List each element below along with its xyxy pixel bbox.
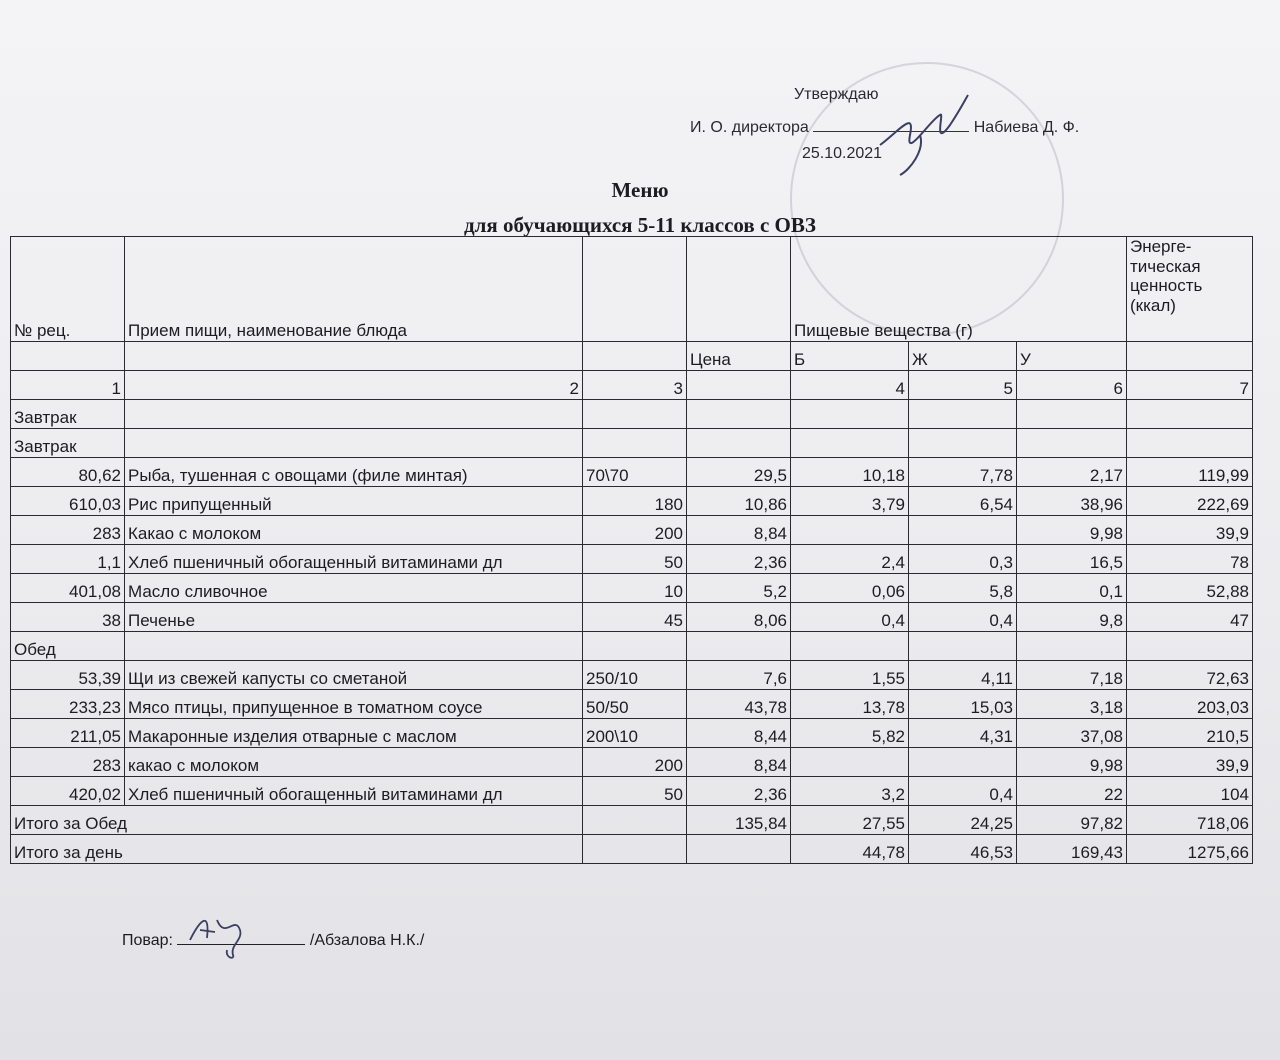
portion: 200	[583, 748, 687, 777]
price: 8,84	[687, 748, 791, 777]
energy: 78	[1127, 545, 1253, 574]
page-subtitle: для обучающихся 5-11 классов с ОВЗ	[464, 213, 816, 237]
total-day-row	[11, 835, 1253, 864]
dish-name: Какао с молоком	[125, 516, 583, 545]
recipe-number: 420,02	[11, 777, 125, 806]
zh-header: Ж	[909, 342, 1017, 371]
total-zh: 24,25	[909, 806, 1017, 835]
recipe-number: 1,1	[11, 545, 125, 574]
price: 2,36	[687, 777, 791, 806]
carbs: 9,8	[1017, 603, 1127, 632]
menu-item-row	[11, 574, 1253, 603]
total-lunch-row	[11, 806, 1253, 835]
dish-name: какао с молоком	[125, 748, 583, 777]
energy: 39,9	[1127, 516, 1253, 545]
dish-name: Рис припущенный	[125, 487, 583, 516]
subheader-row	[11, 342, 1253, 371]
page-title: Меню	[611, 178, 669, 202]
portion: 50/50	[583, 690, 687, 719]
energy: 203,03	[1127, 690, 1253, 719]
menu-item-row	[11, 458, 1253, 487]
menu-item-row	[11, 748, 1253, 777]
total-kcal: 1275,66	[1127, 835, 1253, 864]
fat: 5,8	[909, 574, 1017, 603]
carbs: 0,1	[1017, 574, 1127, 603]
menu-item-row	[11, 777, 1253, 806]
price: 8,84	[687, 516, 791, 545]
protein: 10,18	[791, 458, 909, 487]
recipe-number: 283	[11, 516, 125, 545]
total-label: Итого за день	[11, 835, 583, 864]
section-row	[11, 632, 1253, 661]
dish-name: Печенье	[125, 603, 583, 632]
cook-signature	[185, 910, 255, 960]
u-header: У	[1017, 342, 1127, 371]
dish-name: Рыба, тушенная с овощами (филе минтая)	[125, 458, 583, 487]
protein: 13,78	[791, 690, 909, 719]
fat: 7,78	[909, 458, 1017, 487]
fat: 0,4	[909, 777, 1017, 806]
fat: 0,4	[909, 603, 1017, 632]
section-row	[11, 429, 1253, 458]
nutrients-header: Пищевые вещества (г)	[791, 237, 1127, 342]
recipe-number: 401,08	[11, 574, 125, 603]
total-zh: 46,53	[909, 835, 1017, 864]
recipe-number: 283	[11, 748, 125, 777]
director-role: И. О. директора Набиева Д. Ф.	[690, 119, 1080, 136]
cook-name: /Абзалова Н.К./	[309, 932, 425, 949]
total-b: 44,78	[791, 835, 909, 864]
energy-header: Энерге-тическая ценность (ккал)	[1127, 237, 1253, 342]
protein: 0,06	[791, 574, 909, 603]
fat	[909, 516, 1017, 545]
recipe-number: 610,03	[11, 487, 125, 516]
portion: 10	[583, 574, 687, 603]
director-signature	[870, 90, 980, 180]
fat: 4,11	[909, 661, 1017, 690]
protein: 5,82	[791, 719, 909, 748]
portion: 200	[583, 516, 687, 545]
section-row	[11, 400, 1253, 429]
portion: 45	[583, 603, 687, 632]
price: 10,86	[687, 487, 791, 516]
fat: 6,54	[909, 487, 1017, 516]
portion: 70\70	[583, 458, 687, 487]
lunch-rows	[11, 661, 1253, 806]
carbs: 16,5	[1017, 545, 1127, 574]
carbs: 7,18	[1017, 661, 1127, 690]
dish-name: Щи из свежей капусты со сметаной	[125, 661, 583, 690]
menu-item-row	[11, 487, 1253, 516]
energy: 39,9	[1127, 748, 1253, 777]
portion: 200\10	[583, 719, 687, 748]
recipe-number: 233,23	[11, 690, 125, 719]
energy: 52,88	[1127, 574, 1253, 603]
price-header: Цена	[687, 342, 791, 371]
energy: 47	[1127, 603, 1253, 632]
protein	[791, 748, 909, 777]
dish-name: Хлеб пшеничный обогащенный витаминами дл	[125, 545, 583, 574]
dish-name: Макаронные изделия отварные с маслом	[125, 719, 583, 748]
price: 8,06	[687, 603, 791, 632]
rec-no-header: № рец.	[11, 237, 125, 342]
protein: 1,55	[791, 661, 909, 690]
carbs: 2,17	[1017, 458, 1127, 487]
portion: 50	[583, 777, 687, 806]
breakfast-rows	[11, 458, 1253, 632]
price: 5,2	[687, 574, 791, 603]
section-label: Обед	[11, 632, 125, 661]
fat: 4,31	[909, 719, 1017, 748]
energy: 210,5	[1127, 719, 1253, 748]
header-row	[11, 237, 1253, 342]
col-num: 3	[583, 371, 687, 400]
carbs: 9,98	[1017, 516, 1127, 545]
recipe-number: 211,05	[11, 719, 125, 748]
menu-item-row	[11, 690, 1253, 719]
carbs: 3,18	[1017, 690, 1127, 719]
protein: 3,79	[791, 487, 909, 516]
menu-item-row	[11, 545, 1253, 574]
fat	[909, 748, 1017, 777]
carbs: 22	[1017, 777, 1127, 806]
b-header: Б	[791, 342, 909, 371]
dish-header: Прием пищи, наименование блюда	[125, 237, 583, 342]
energy: 104	[1127, 777, 1253, 806]
carbs: 9,98	[1017, 748, 1127, 777]
col-num: 5	[909, 371, 1017, 400]
energy: 222,69	[1127, 487, 1253, 516]
recipe-number: 53,39	[11, 661, 125, 690]
protein: 3,2	[791, 777, 909, 806]
carbs: 37,08	[1017, 719, 1127, 748]
portion: 180	[583, 487, 687, 516]
col-num: 6	[1017, 371, 1127, 400]
portion: 250/10	[583, 661, 687, 690]
total-b: 27,55	[791, 806, 909, 835]
protein	[791, 516, 909, 545]
recipe-number: 38	[11, 603, 125, 632]
dish-name: Масло сливочное	[125, 574, 583, 603]
recipe-number: 80,62	[11, 458, 125, 487]
price: 8,44	[687, 719, 791, 748]
approve-label: Утверждаю	[794, 86, 879, 103]
menu-item-row	[11, 719, 1253, 748]
col-num: 2	[125, 371, 583, 400]
energy: 119,99	[1127, 458, 1253, 487]
fat: 15,03	[909, 690, 1017, 719]
director-name: Набиева Д. Ф.	[973, 119, 1080, 136]
price: 29,5	[687, 458, 791, 487]
total-price: 135,84	[687, 806, 791, 835]
section-label: Завтрак	[11, 400, 125, 429]
total-label: Итого за Обед	[11, 806, 583, 835]
menu-item-row	[11, 516, 1253, 545]
approval-date: 25.10.2021	[802, 145, 883, 162]
price: 2,36	[687, 545, 791, 574]
dish-name: Мясо птицы, припущенное в томатном соусе	[125, 690, 583, 719]
col-num: 4	[791, 371, 909, 400]
price: 7,6	[687, 661, 791, 690]
menu-item-row	[11, 603, 1253, 632]
dish-name: Хлеб пшеничный обогащенный витаминами дл	[125, 777, 583, 806]
portion: 50	[583, 545, 687, 574]
menu-table	[10, 236, 1253, 864]
col-num: 7	[1127, 371, 1253, 400]
cook-signature-line	[122, 930, 424, 950]
total-u: 97,82	[1017, 806, 1127, 835]
fat: 0,3	[909, 545, 1017, 574]
energy: 72,63	[1127, 661, 1253, 690]
menu-item-row	[11, 661, 1253, 690]
column-number-row	[11, 371, 1253, 400]
protein: 2,4	[791, 545, 909, 574]
signature-line	[177, 930, 305, 945]
protein: 0,4	[791, 603, 909, 632]
price: 43,78	[687, 690, 791, 719]
total-kcal: 718,06	[1127, 806, 1253, 835]
cook-label: Повар:	[122, 932, 173, 949]
total-u: 169,43	[1017, 835, 1127, 864]
col-num: 1	[11, 371, 125, 400]
carbs: 38,96	[1017, 487, 1127, 516]
section-label: Завтрак	[11, 429, 125, 458]
